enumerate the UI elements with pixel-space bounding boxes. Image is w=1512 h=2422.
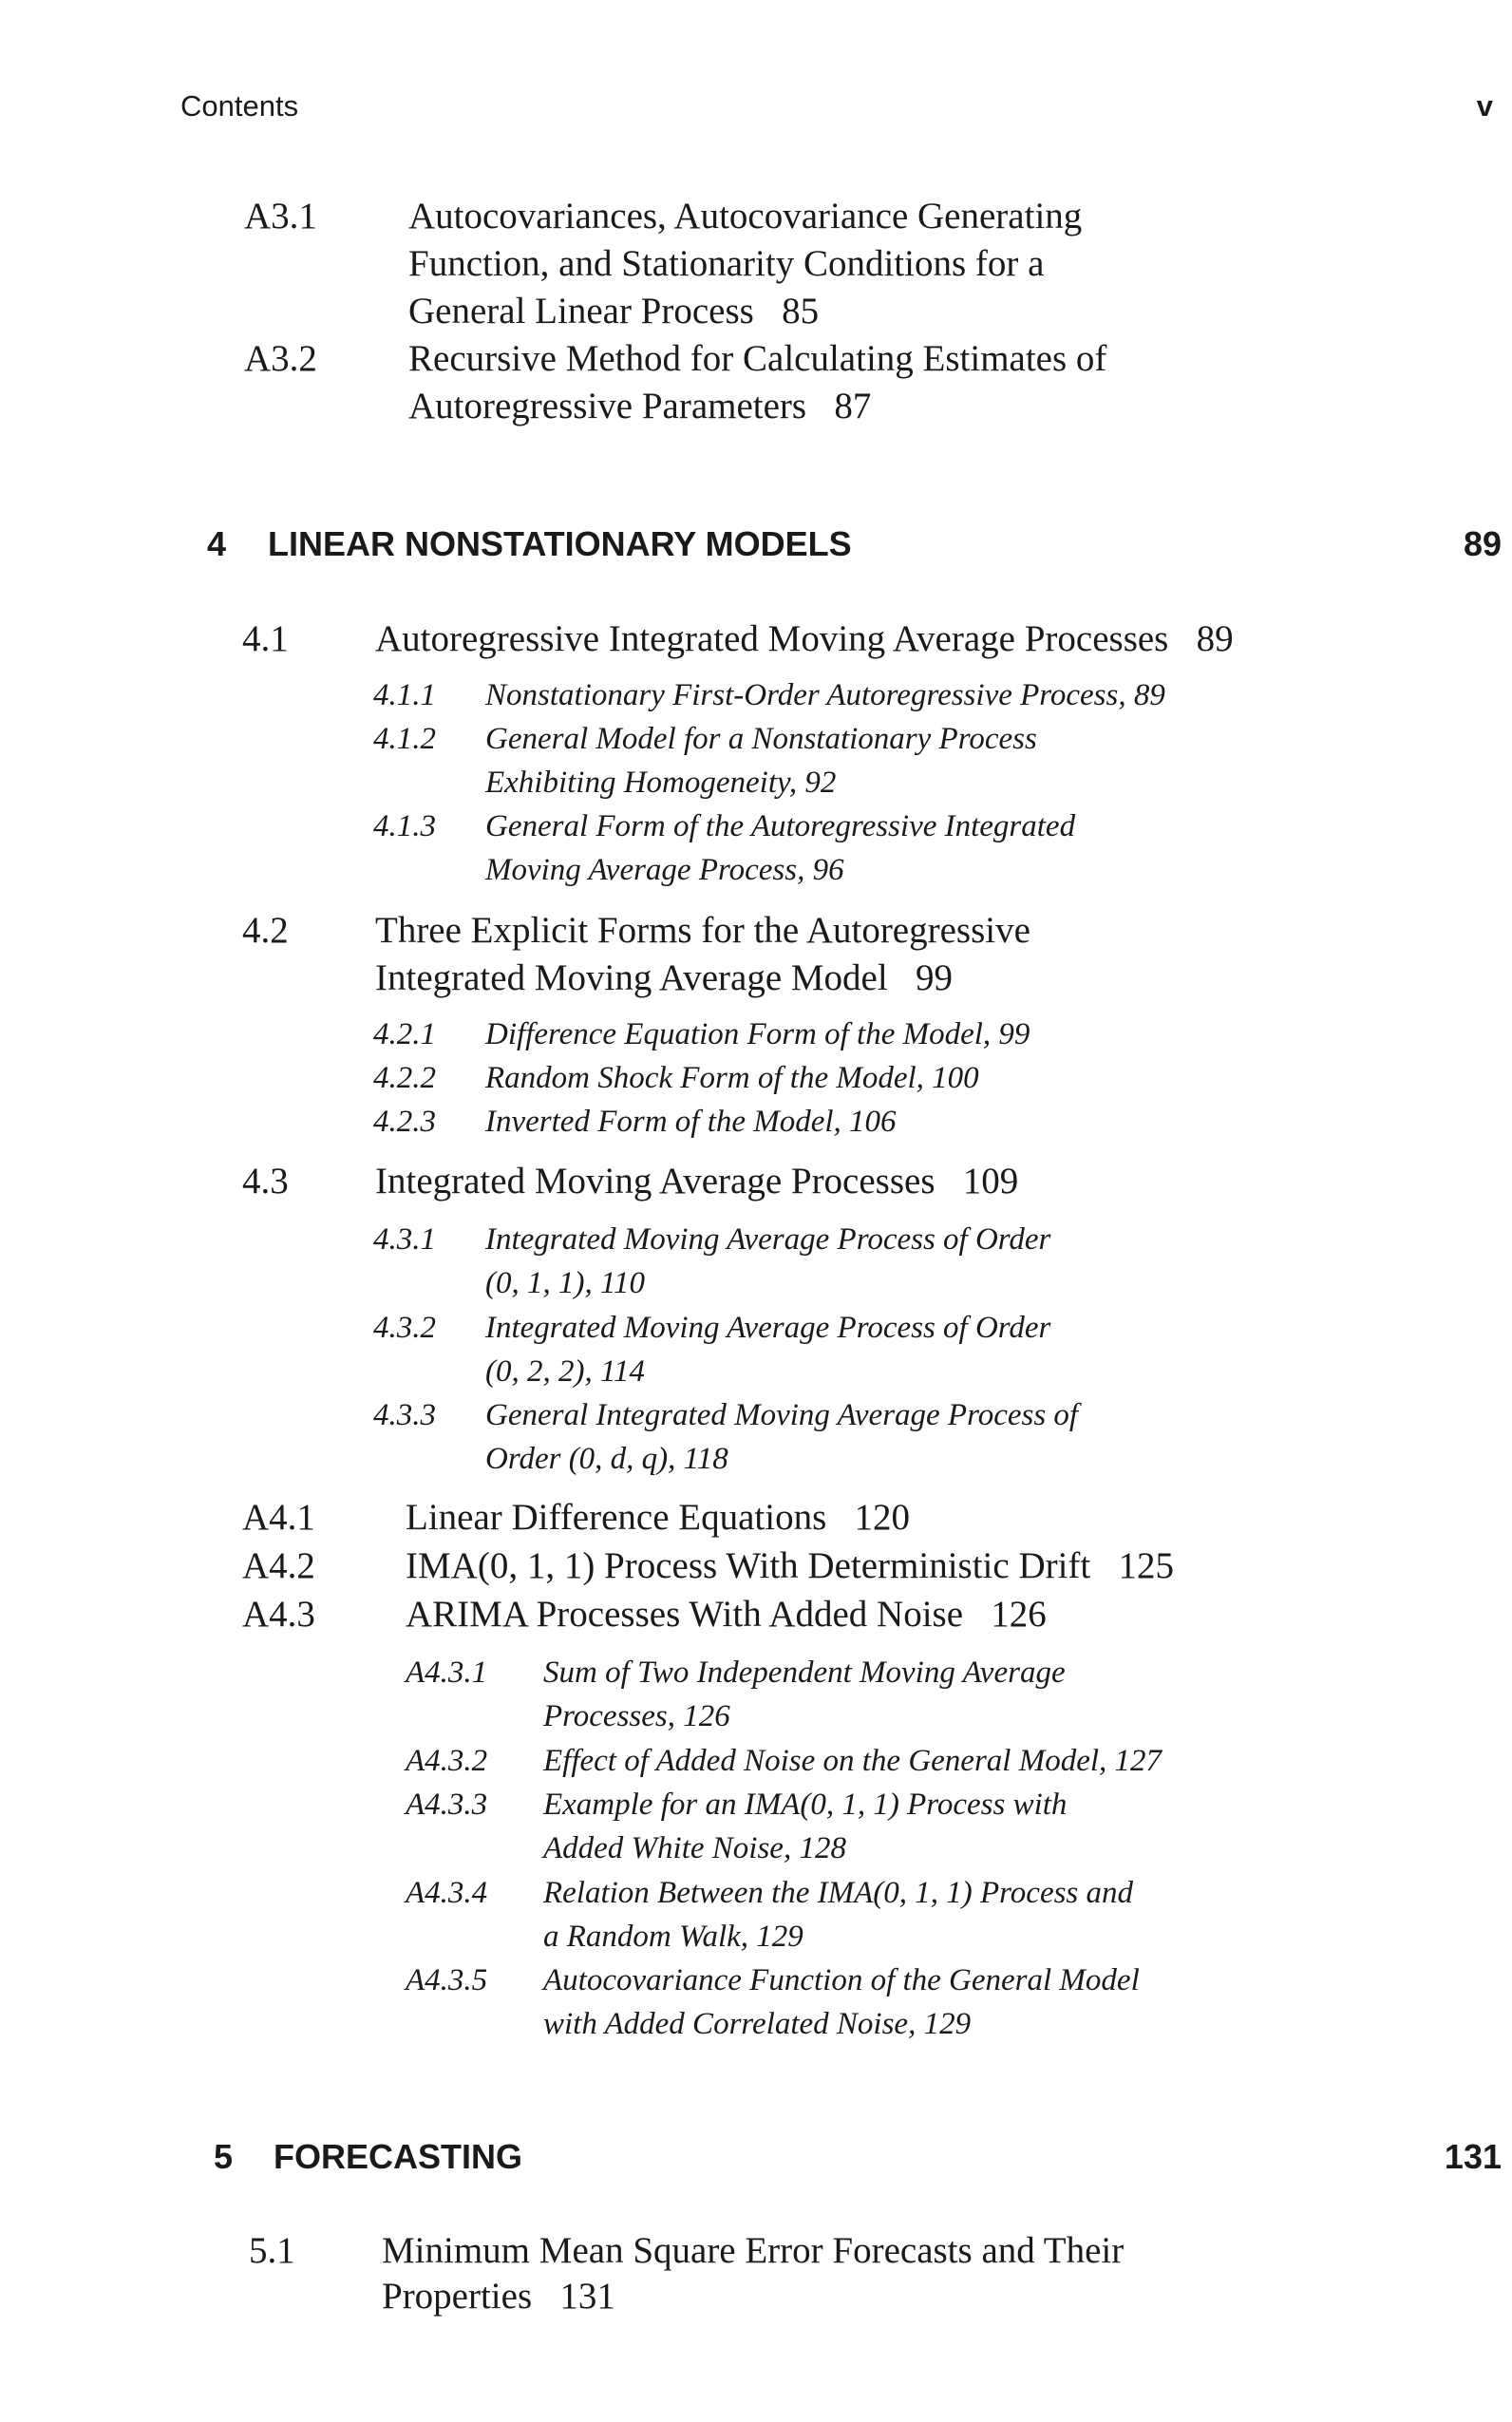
- subentry-number: 4.2.2: [373, 1061, 436, 1095]
- subentry-number: 4.1.2: [373, 722, 436, 756]
- subentry-title-line: Sum of Two Independent Moving Average: [543, 1656, 1066, 1690]
- entry-title-line: Integrated Moving Average Processes 109: [375, 1161, 1019, 1202]
- subentry-title-line: Integrated Moving Average Process of Order: [485, 1222, 1051, 1257]
- subentry-title-line: a Random Walk, 129: [543, 1920, 803, 1954]
- chapter-number: 5: [214, 2137, 234, 2176]
- entry-number: A4.2: [242, 1545, 315, 1586]
- entry-title-line: Properties 131: [382, 2276, 615, 2317]
- entry-number: 5.1: [249, 2230, 295, 2271]
- entry-number: A4.3: [242, 1594, 315, 1635]
- subentry-title-line: Nonstationary First-Order Autoregressive Process, 89: [485, 678, 1165, 712]
- entry-title-line: Autoregressive Parameters 87: [408, 386, 872, 426]
- subentry-title-line: (0, 1, 1), 110: [485, 1266, 646, 1300]
- entry-number: 4.1: [242, 618, 289, 659]
- subentry-title-line: with Added Correlated Noise, 129: [543, 2007, 972, 2041]
- entry-title-line: General Linear Process 85: [408, 291, 820, 331]
- chapter-heading-4[interactable]: [0, 524, 1512, 572]
- subentry-title-line: Exhibiting Homogeneity, 92: [485, 766, 837, 800]
- subentry-number: A4.3.3: [406, 1788, 488, 1822]
- subentry-number: A4.3.4: [406, 1876, 488, 1910]
- entry-title-line: Integrated Moving Average Model 99: [375, 957, 953, 998]
- entry-title-line: Linear Difference Equations 120: [406, 1497, 910, 1538]
- entry-title-line: Recursive Method for Calculating Estimates of: [408, 338, 1107, 379]
- entry-title-line: Three Explicit Forms for the Autoregressive: [375, 910, 1030, 951]
- entry-number: 4.2: [242, 910, 289, 951]
- entry-title-line: Autocovariances, Autocovariance Generating: [408, 196, 1083, 237]
- subentry-number: 4.2.3: [373, 1105, 436, 1139]
- subentry-number: A4.3.1: [406, 1656, 488, 1690]
- subentry-title-line: Processes, 126: [543, 1699, 730, 1733]
- subentry-title-line: (0, 2, 2), 114: [485, 1354, 646, 1389]
- entry-title-line: ARIMA Processes With Added Noise 126: [406, 1594, 1047, 1635]
- subentry-number: 4.3.1: [373, 1222, 436, 1257]
- entry-title-line: Function, and Stationarity Conditions for a: [408, 243, 1045, 284]
- entry-title-line: IMA(0, 1, 1) Process With Deterministic Drift 125: [406, 1545, 1175, 1586]
- subentry-title-line: Integrated Moving Average Process of Order: [485, 1311, 1051, 1345]
- subentry-title-line: Difference Equation Form of the Model, 99: [485, 1017, 1030, 1051]
- subentry-number: 4.3.2: [373, 1311, 436, 1345]
- subentry-title-line: Order (0, d, q), 118: [485, 1442, 728, 1476]
- subentry-title-line: General Integrated Moving Average Process of: [485, 1398, 1079, 1432]
- entry-number: A3.2: [244, 338, 317, 379]
- running-head-title: Contents: [180, 89, 299, 123]
- chapter-title: LINEAR NONSTATIONARY MODELS: [268, 524, 852, 563]
- entry-number: A3.1: [244, 196, 317, 237]
- chapter-page-number: 131: [1444, 2137, 1502, 2176]
- subentry-title-line: Relation Between the IMA(0, 1, 1) Process and: [543, 1876, 1134, 1910]
- chapter-page-number: 89: [1463, 524, 1502, 563]
- subentry-title-line: General Model for a Nonstationary Process: [485, 722, 1037, 756]
- subentry-number: A4.3.5: [406, 1963, 488, 1997]
- subentry-title-line: Effect of Added Noise on the General Model, 127: [543, 1744, 1162, 1778]
- entry-number: A4.1: [242, 1497, 315, 1538]
- subentry-number: 4.3.3: [373, 1398, 436, 1432]
- running-head-page-number: v: [1476, 89, 1493, 123]
- subentry-title-line: Autocovariance Function of the General Model: [543, 1963, 1140, 1997]
- subentry-title-line: General Form of the Autoregressive Integrated: [485, 809, 1076, 843]
- subentry-number: 4.1.3: [373, 809, 436, 843]
- subentry-title-line: Example for an IMA(0, 1, 1) Process with: [543, 1788, 1068, 1822]
- subentry-number: 4.2.1: [373, 1017, 436, 1051]
- subentry-number: 4.1.1: [373, 678, 436, 712]
- chapter-title: FORECASTING: [274, 2137, 523, 2176]
- running-head: [180, 89, 1493, 127]
- chapter-heading-5[interactable]: [0, 2137, 1512, 2185]
- entry-title-line: Autoregressive Integrated Moving Average Processes 89: [375, 618, 1234, 659]
- subentry-number: A4.3.2: [406, 1744, 488, 1778]
- subentry-title-line: Added White Noise, 128: [543, 1831, 846, 1865]
- subentry-title-line: Random Shock Form of the Model, 100: [485, 1061, 979, 1095]
- entry-title-line: Minimum Mean Square Error Forecasts and Their: [382, 2230, 1125, 2271]
- subentry-title-line: Moving Average Process, 96: [485, 853, 844, 887]
- chapter-number: 4: [207, 524, 227, 563]
- subentry-title-line: Inverted Form of the Model, 106: [485, 1105, 897, 1139]
- entry-number: 4.3: [242, 1161, 289, 1202]
